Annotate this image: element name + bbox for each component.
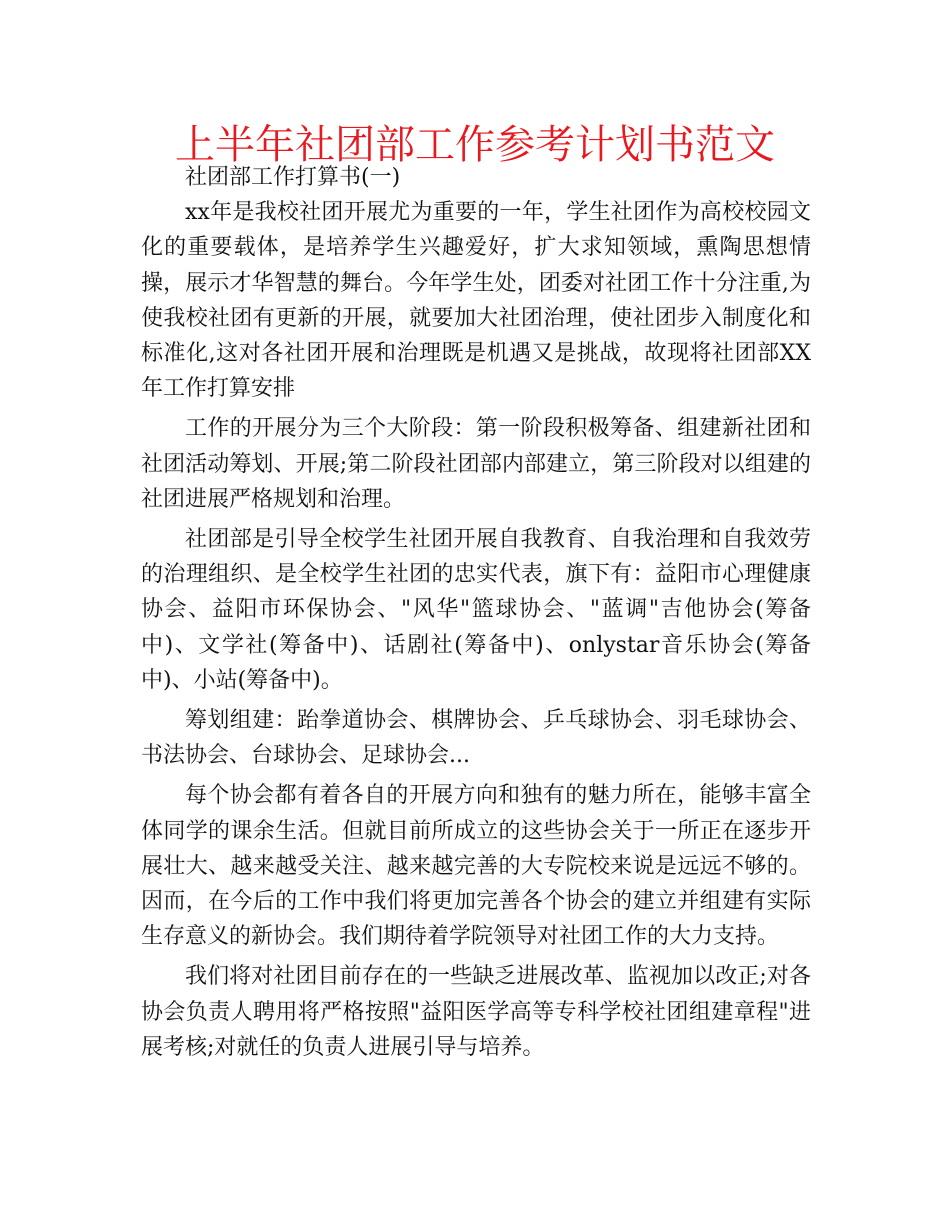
paragraph: 筹划组建：跆拳道协会、棋牌协会、乒乓球协会、羽毛球协会、书法协会、台球协会、足球协会... [141, 708, 811, 769]
document-body [141, 160, 811, 1065]
paragraph: 工作的开展分为三个大阶段：第一阶段积极筹备、组建新社团和社团活动筹划、开展;第二阶段社团部内部建立，第三阶段对以组建的社团进展严格规划和治理。 [141, 416, 811, 512]
paragraph: 社团部是引导全校学生社团开展自我教育、自我治理和自我效劳的治理组织、是全校学生社团的忠实代表，旗下有：益阳市心理健康协会、益阳市环保协会、"风华"篮球协会、"蓝调"吉他协会(筹备中)、文学社(筹备中)、话剧社(筹备中)、onlystar音乐协会(筹备中)、小站(筹备中)。 [141, 527, 811, 693]
paragraph: 每个协会都有着各自的开展方向和独有的魅力所在，能够丰富全体同学的课余生活。但就目前所成立的这些协会关于一所正在逐步开展壮大、越来越受关注、越来越完善的大专院校来说是远远不够的。因而，在今后的工作中我们将更加完善各个协会的建立并组建有实际生存意义的新协会。我们期待着学院领导对社团工作的大力支持。 [141, 783, 811, 950]
paragraph-heading: 社团部工作打算书(一) [185, 165, 401, 190]
paragraph: xx年是我校社团开展尤为重要的一年，学生社团作为高校校园文化的重要载体，是培养学生兴趣爱好，扩大求知领域，熏陶思想情操，展示才华智慧的舞台。今年学生处，团委对社团工作十分注重,为使我校社团有更新的开展，就要加大社团治理，使社团步入制度化和标准化,这对各社团开展和治理既是机遇又是挑战，故现将社团部XX年工作打算安排 [141, 200, 811, 402]
document-title: 上半年社团部工作参考计划书范文 [175, 122, 775, 168]
paragraph: 我们将对社团目前存在的一些缺乏进展改革、监视加以改正;对各协会负责人聘用将严格按照"益阳医学高等专科学校社团组建章程"进展考核;对就任的负责人进展引导与培养。 [141, 964, 811, 1060]
